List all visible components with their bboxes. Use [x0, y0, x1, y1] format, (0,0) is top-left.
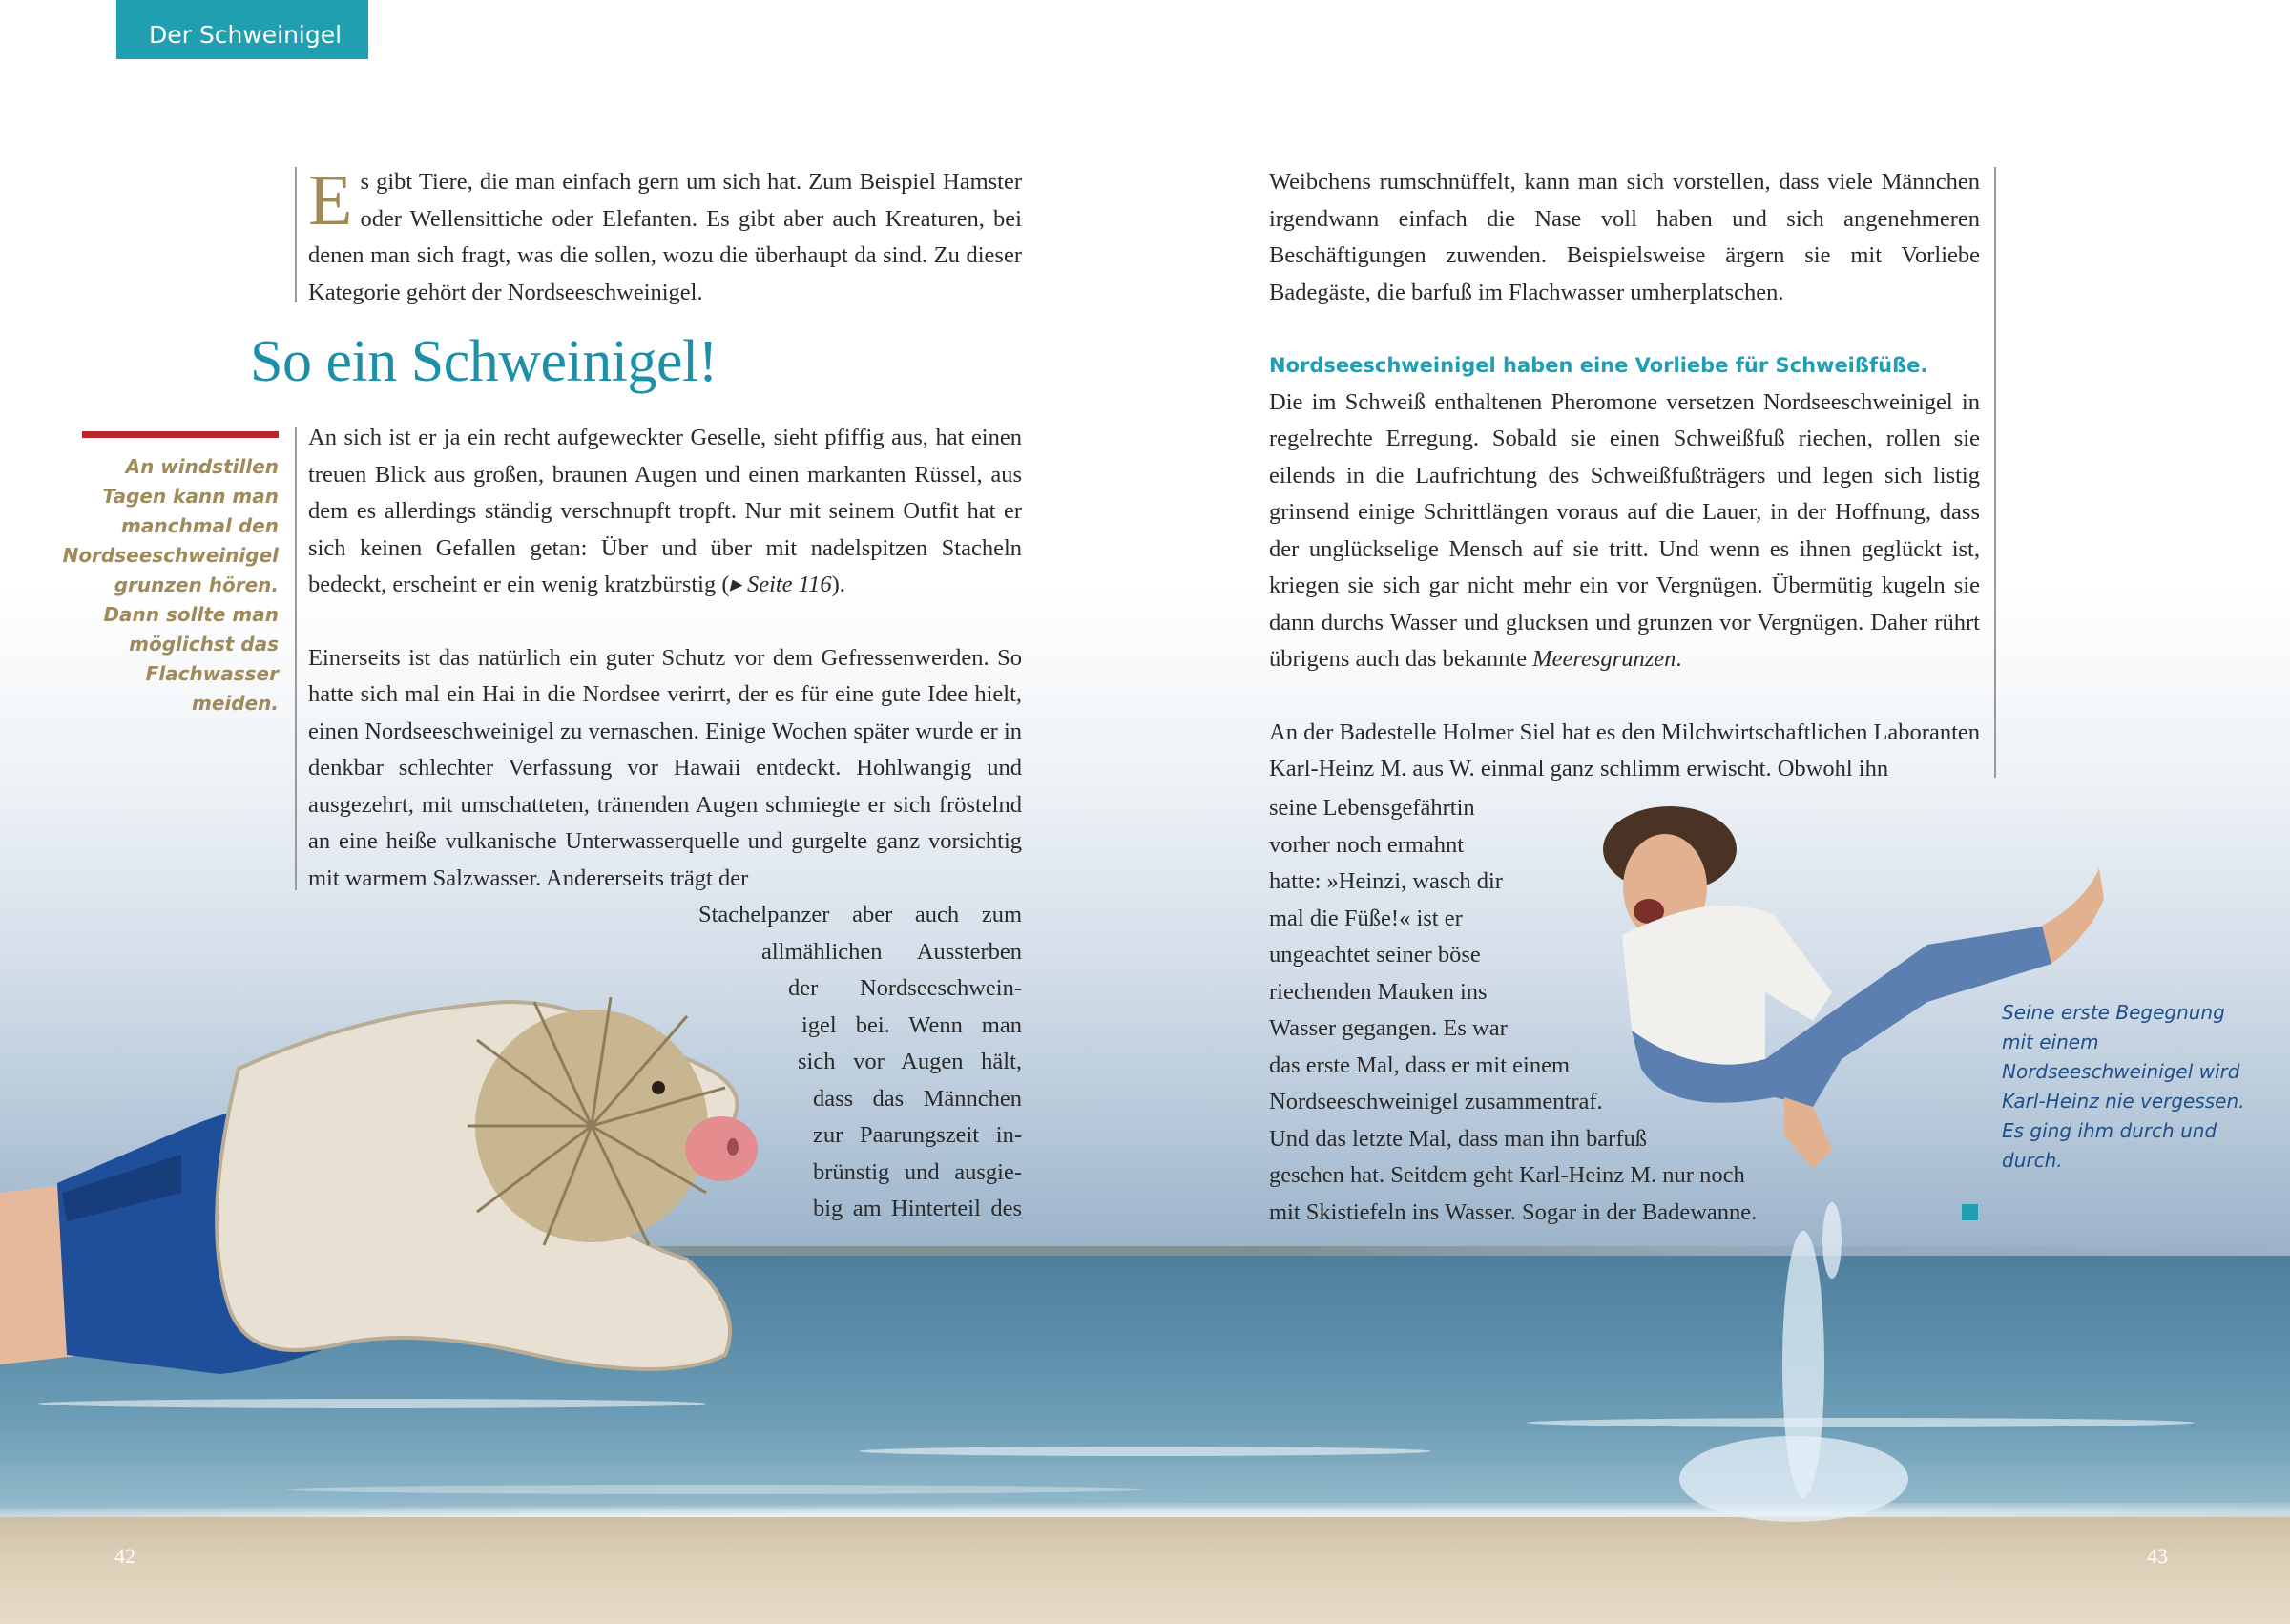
- wrap-line: Wasser gegangen. Es war: [1269, 1015, 1508, 1041]
- water-splash: [1679, 1202, 1908, 1522]
- column1-rule: [295, 427, 297, 890]
- column2-subhead: Nordseeschweinigel haben eine Vorliebe für Schweißfüße.: [1269, 354, 1928, 377]
- column1: [308, 420, 1022, 897]
- wrap-line: ungeachtet seiner böse: [1269, 942, 1481, 968]
- wrap-line: brünstig und ausgie-: [813, 1158, 1022, 1185]
- running-header-title: Der Schweinigel: [149, 21, 343, 49]
- image-caption: Seine erste Begegnung mit einem Nordseeschweinigel wird Karl-Heinz nie vergessen. Es ging ihm durch und durch.: [2002, 1001, 2245, 1172]
- wrap-line: dass das Männchen: [813, 1085, 1022, 1112]
- article-headline: So ein Schweinigel!: [250, 329, 718, 394]
- wrap-line: mal die Füße!« ist er: [1269, 905, 1463, 931]
- column2-paragraph-1: Weibchens rumschnüffelt, kann man sich vorstellen, dass viele Männchen irgendwann einfach die Nase voll haben und sich angenehmeren Beschäftigungen zuwenden. Beispielsweise ärgern sie mit Vorliebe Badegäste, die barfuß im Flachwasser umherplatschen.: [1269, 169, 1980, 305]
- column2-rule: [1994, 167, 1996, 778]
- wrap-line: hatte: »Heinzi, wasch dir: [1269, 868, 1503, 894]
- hedgehog-eye: [652, 1081, 665, 1094]
- wave: [859, 1447, 1431, 1456]
- wrap-line: gesehen hat. Seitdem geht Karl-Heinz M. nur noch: [1269, 1162, 1745, 1188]
- end-of-article-mark: [1962, 1204, 1978, 1220]
- margin-note: An windstillen Tagen kann man manchmal den Nordseeschweinigel grunzen hören. Dann sollte man möglichst das Flachwasser meiden.: [62, 455, 279, 715]
- page-number-left: 42: [114, 1544, 135, 1568]
- drop-cap: E: [308, 160, 353, 240]
- wrap-line: big am Hinterteil des: [813, 1196, 1022, 1221]
- running-header: [116, 0, 368, 59]
- wrap-line: zur Paarungszeit in-: [813, 1122, 1022, 1148]
- wrap-line: Und das letzte Mal, dass man ihn barfuß: [1269, 1125, 1647, 1152]
- wave: [286, 1485, 1145, 1494]
- intro-rule: [295, 167, 297, 302]
- page-number-right: 43: [2147, 1544, 2168, 1568]
- wrap-line: igel bei. Wenn man: [802, 1011, 1022, 1038]
- wrap-line: riechenden Mauken ins: [1269, 978, 1488, 1005]
- hedgehog-nostril: [727, 1138, 739, 1156]
- hedgehog-glove-illustration: [0, 906, 782, 1403]
- column2-paragraph-2-end: .: [1676, 646, 1682, 672]
- wrap-line: seine Lebensgefährtin: [1269, 795, 1475, 821]
- column2-paragraph-2-text: Die im Schweiß enthaltenen Pheromone versetzen Nordseeschweinigel in regelrechte Erregung. Sobald sie einen Schweißfuß riechen, rollen sie eilends in die Laufrichtung des Schweißfußträgers und legen sich listig grinsend einige Schrittlängen voraus auf die Lauer, in der Hoffnung, dass der unglückselige Mensch auf sie tritt. Und wenn es ihnen geglückt ist, kriegen sie sich gar nicht mehr ein vor Vergnügen. Übermütig kugeln sie dann durchs Wasser und glucksen und grunzen vor Vergnügen. Daher rührt übrigens auch das bekannte: [1269, 388, 1980, 672]
- wrap-line: allmählichen Aussterben: [761, 938, 1022, 965]
- margin-note-rule: [82, 431, 279, 438]
- wrap-line: sich vor Augen hält,: [798, 1049, 1022, 1074]
- wrap-line: vorher noch ermahnt: [1269, 831, 1465, 858]
- wrap-line: mit Skistiefeln ins Wasser. Sogar in der Badewanne.: [1269, 1198, 1758, 1225]
- column1-paragraph-1: [308, 420, 1022, 604]
- hedgehog-snout: [685, 1116, 758, 1181]
- wrap-line: das erste Mal, dass er mit einem: [1269, 1051, 1571, 1078]
- man-other-foot: [1784, 1097, 1832, 1169]
- intro-paragraph: [308, 160, 1022, 311]
- man-foot: [2042, 868, 2104, 964]
- column1-paragraph-1-end: ).: [831, 572, 845, 597]
- wrap-line: Stachelpanzer aber auch zum: [698, 902, 1022, 927]
- column2-paragraph-3-start: An der Badestelle Holmer Siel hat es den Milchwirtschaftlichen Laboranten Karl-Heinz M. aus W. einmal ganz schlimm erwischt. Obwohl ihn: [1269, 718, 1980, 781]
- intro-text: s gibt Tiere, die man einfach gern um sich hat. Zum Beispiel Hamster oder Wellensittiche oder Elefanten. Es gibt aber auch Kreaturen, bei denen man sich fragt, was die sollen, wozu die überhaupt da sind. Zu dieser Kategorie gehört der Nordseeschweinigel.: [308, 169, 1022, 305]
- column2-paragraph-2: [1269, 385, 1980, 678]
- column2: [1269, 164, 1980, 788]
- column1-paragraph-2: Einerseits ist das natürlich ein guter Schutz vor dem Gefressenwerden. So hatte sich mal ein Hai in die Nordsee verirrt, der es für eine gute Idee hielt, einen Nordseeschweinigel zu vernaschen. Einige Wochen später wurde er in denkbar schlechter Verfassung vor Hawaii entdeckt. Hohlwangig und ausgezehrt, mit umschatteten, tränenden Augen schmiegte er sich fröstelnd an eine heiße vulkanische Unterwasserquelle und gurgelte ganz vorsichtig mit warmem Salzwasser. Andererseits trägt der: [308, 644, 1022, 891]
- wrap-line: Nordseeschweinigel zusammentraf.: [1269, 1089, 1603, 1114]
- cross-reference-link[interactable]: ▸ Seite 116: [729, 572, 832, 597]
- wrap-line: der Nordseeschwein-: [788, 975, 1022, 1001]
- column1-paragraph-1-text: An sich ist er ja ein recht aufgeweckter Geselle, sieht pfiffig aus, hat einen treuen Blick aus großen, braunen Augen und einen markanten Rüssel, aus dem es allerdings ständig verschnupft tropft. Nur mit seinem Outfit hat er sich keinen Gefallen getan: Über und über mit nadelspitzen Stacheln bedeckt, erscheint er ein wenig kratzbürstig (: [308, 425, 1022, 597]
- meeresgrunzen-term: Meeresgrunzen: [1532, 646, 1676, 672]
